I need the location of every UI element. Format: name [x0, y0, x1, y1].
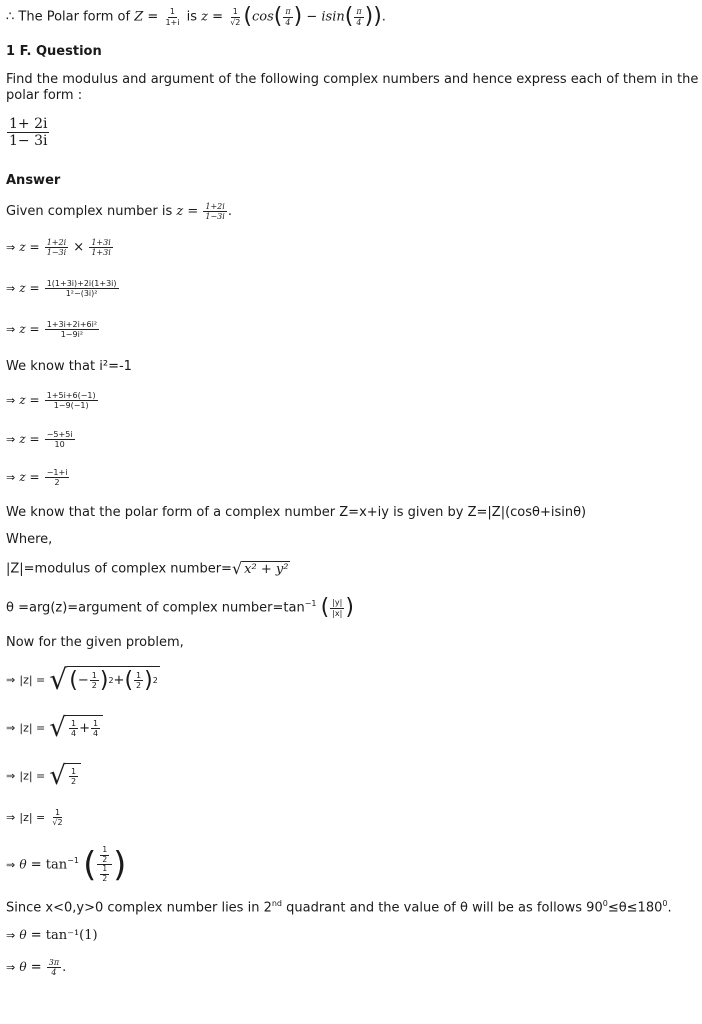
know-i: We know that i²=-1 [6, 359, 132, 374]
step-1: ⇒ z = $\frac{1+2i}{1-3i}$ × $\frac{1+3i}{1+3i}$ [6, 238, 111, 258]
fraction: $\frac{1}{√2}$ [230, 7, 241, 27]
intro-line: ∴ The Polar form of Z = $\frac{1}{1+i}$ is z = $\frac{1}{√2}$ (cos( $\frac{\pi}{4}$ ) − isin( $\frac{\pi}{4}$ )). [6, 4, 386, 29]
answer-heading: Answer [6, 173, 61, 188]
polar-def: We know that the polar form of a complex number Z=x+iy is given by Z=|Z|(cosθ+isinθ) [6, 505, 587, 520]
step-6: ⇒ z = $\frac{-1+i}{2}$ [6, 468, 68, 488]
question-text-2: polar form : [6, 88, 83, 103]
modulus-def: |Z|=modulus of complex number= √ x² + y² [6, 559, 289, 578]
argument-def: θ =arg(z)=argument of complex $number=\tan^{-1}$ ( $\frac{|y|}{|x|}$ ) [6, 595, 354, 620]
intro-text: ∴ The Polar form of [6, 9, 131, 25]
step-5: ⇒ z = $\frac{-5+5i}{10}$ [6, 430, 73, 450]
theta-step-1: ⇒ $\theta = \tan^{-1}$ ( $\frac{\frac{1}{2}}{\frac{1}{2}}$ ) [6, 844, 127, 885]
step-4: ⇒ z = $\frac{1+5i+6(-1)}{1-9(-1)}$ [6, 391, 96, 411]
question-heading: 1 F. Question [6, 44, 102, 59]
mod-step-2: ⇒ |z| = √ $\frac{1}{4}$ + $\frac{1}{4}$ [6, 715, 103, 741]
fraction: $\frac{1}{1+i}$ [165, 7, 180, 27]
question-fraction: $\frac{1+ 2i}{1- 3i}$ [9, 116, 48, 150]
step-2: ⇒ z = $\frac{1(1+3i)+2i(1+3i)}{\text{1²−(3i)²}}$ [6, 279, 117, 299]
question-text-1: Find the modulus and argument of the following complex numbers and hence express each of them in the [6, 72, 699, 87]
quadrant-line: Since x<0,y>0 complex number lies in 2nd quadrant and the value of θ will be as follows $90^0\le\theta\le 180^0$. [6, 899, 672, 916]
where: Where, [6, 532, 53, 547]
mod-step-1: ⇒ |z| = √ ( − $\frac{1}{2}$ ) 2 + ( $\frac{1}{2}$ ) 2 [6, 663, 158, 696]
theta-step-2: ⇒ θ = tan⁻¹(1) [6, 928, 98, 943]
mod-step-3: ⇒ |z| = √ $\frac{1}{2}$ [6, 763, 81, 789]
given-line: Given complex number is z = $\frac{1+2i}{1-3i}$ . [6, 202, 232, 222]
theta-step-3: ⇒ θ = $\frac{3\pi}{4}$ . [6, 958, 67, 978]
step-3: ⇒ z = $\frac{\text{1+3i+2i+6i²}}{\text{1−9i²}}$ [6, 320, 98, 340]
mod-step-4: ⇒ |z| = $\frac{1}{√2}$ [6, 808, 63, 828]
now-line: Now for the given problem, [6, 635, 184, 650]
